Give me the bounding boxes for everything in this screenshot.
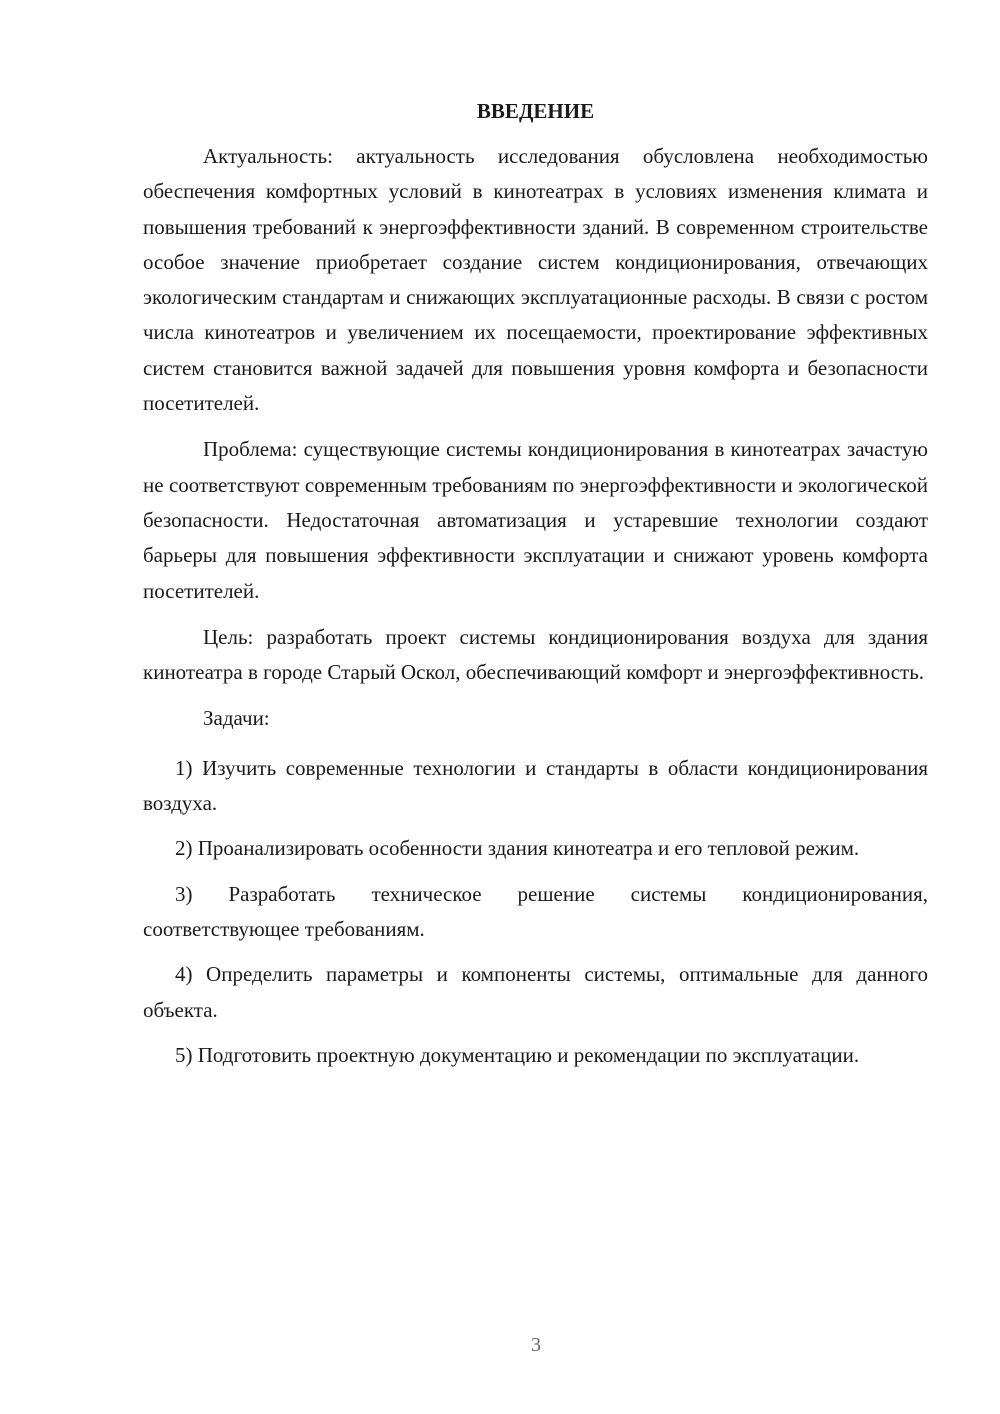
task-item: 4) Определить параметры и компоненты системы, оптимальные для данного объекта. xyxy=(143,962,928,1022)
section-title: ВВЕДЕНИЕ xyxy=(476,99,595,123)
goal-paragraph: Цель: разработать проект системы кондиционирования воздуха для здания кинотеатра в городе Старый Оскол, обеспечивающий комфорт и энергоэффективность. xyxy=(143,624,928,685)
task-item: 2) Проанализировать особенности здания кинотеатра и его тепловой режим. xyxy=(175,836,860,861)
problem-paragraph: Проблема: существующие системы кондиционирования в кинотеатрах зачастую не соответствуют современным требованиям по энергоэффективности и экологической безопасности. Недостаточная автоматизация и устаревшие технологии создают барьеры для повышения эффективности эксплуатации и снижают уровень комфорта посетителей. xyxy=(143,437,928,603)
relevance-paragraph: Актуальность: актуальность исследования обусловлена необходимостью обеспечения комфортных условий в кинотеатрах в условиях изменения климата и повышения требований к энергоэффективности зданий. В современном строительстве особое значение приобретает создание систем кондиционирования, отвечающих экологическим стандартам и снижающих эксплуатационные расходы. В связи с ростом числа кинотеатров и увеличением их посещаемости, проектирование эффективных систем становится важной задачей для повышения уровня комфорта и безопасности посетителей. xyxy=(143,144,928,416)
task-item: 5) Подготовить проектную документацию и рекомендации по эксплуатации. xyxy=(175,1042,860,1067)
task-item: 1) Изучить современные технологии и стандарты в области кондиционирования воздуха. xyxy=(143,755,928,816)
tasks-heading: Задачи: xyxy=(203,706,270,731)
page-content xyxy=(143,94,928,1083)
page-number: 3 xyxy=(531,1334,541,1356)
task-item: 3) Разработать техническое решение системы кондиционирования, соответствующее требованиям. xyxy=(143,881,928,941)
tasks-list xyxy=(143,751,928,1073)
